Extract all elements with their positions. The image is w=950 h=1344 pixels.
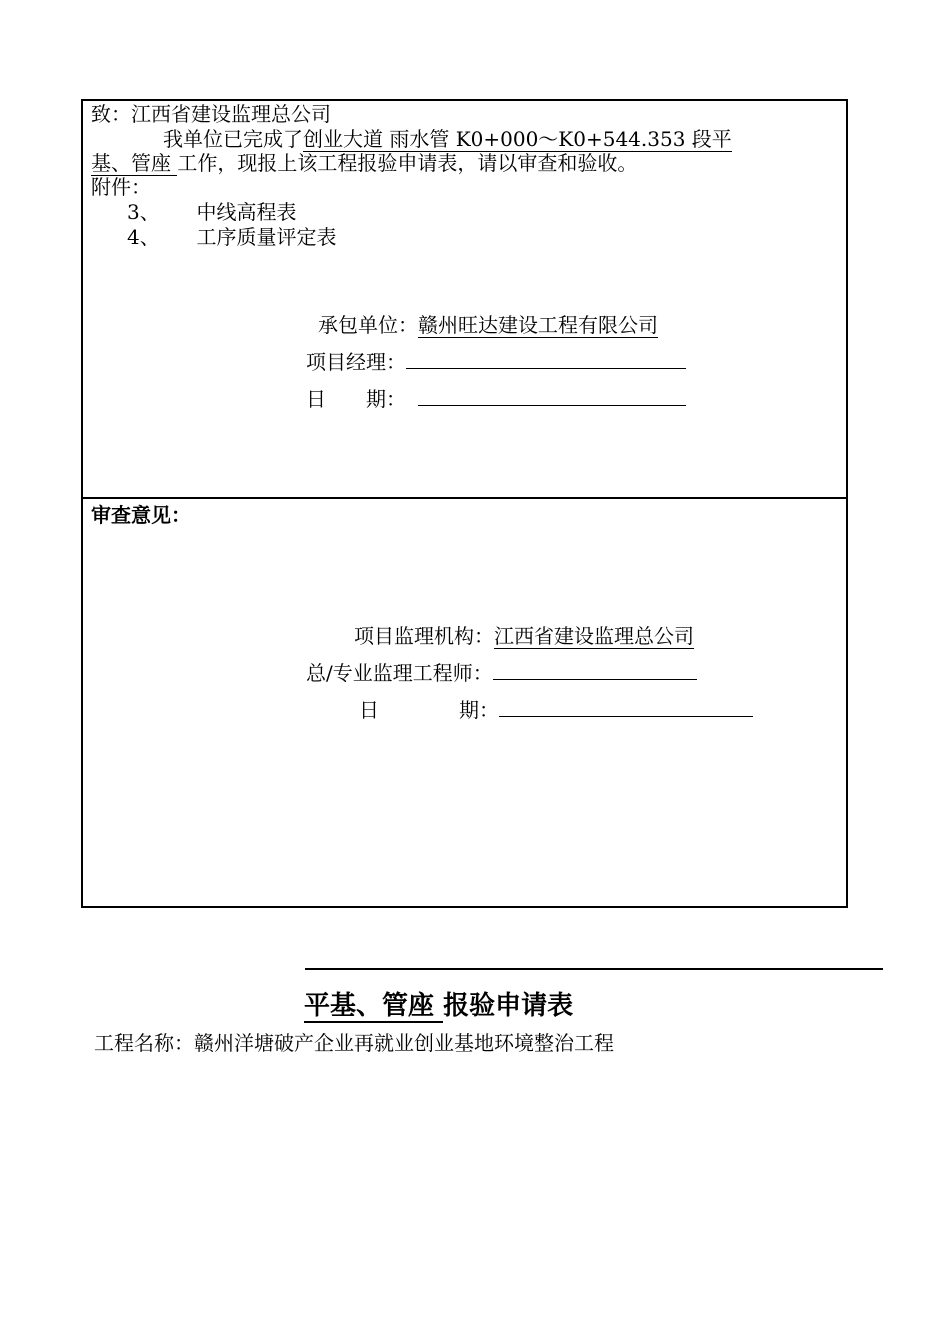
review-date-line — [359, 698, 753, 722]
completed-work-type: 基、管座 — [91, 151, 178, 175]
form-title — [304, 990, 573, 1022]
submission-date-label: 日 期： — [306, 387, 406, 411]
attachment-text: 工序质量评定表 — [196, 225, 337, 249]
attachment-item — [127, 225, 336, 249]
submission-date-line — [306, 387, 686, 411]
engineer-line — [306, 661, 697, 685]
contractor-label: 承包单位： — [318, 313, 418, 337]
completed-item: 创业大道 雨水管 K0+000～K0+544.353 段平 — [303, 127, 732, 151]
engineer-signature-blank[interactable] — [493, 661, 697, 680]
contractor-line — [318, 313, 658, 337]
form-title-underlined: 平基、管座 — [304, 991, 444, 1021]
manager-label: 项目经理： — [306, 350, 406, 374]
submission-date-blank[interactable] — [418, 387, 686, 406]
attachment-text: 中线高程表 — [196, 200, 297, 224]
attachments-label: 附件： — [91, 175, 151, 199]
form-title-rest: 报验申请表 — [443, 991, 574, 1021]
completion-line-1 — [163, 127, 732, 151]
completion-line-2 — [91, 151, 637, 175]
review-date-blank[interactable] — [499, 698, 753, 717]
agency-name: 江西省建设监理总公司 — [494, 624, 694, 648]
engineer-label: 总/专业监理工程师： — [306, 661, 493, 685]
completion-prefix: 我单位已完成了 — [163, 127, 303, 151]
completion-suffix: 工作，现报上该工程报验申请表，请以审查和验收。 — [177, 151, 638, 175]
agency-line — [354, 624, 694, 648]
header-rule — [305, 968, 883, 970]
manager-line — [306, 350, 686, 374]
review-title: 审查意见： — [91, 503, 191, 527]
attachment-item — [127, 200, 296, 224]
attachment-number: 4、 — [127, 225, 160, 249]
project-name: 赣州洋塘破产企业再就业创业基地环境整治工程 — [194, 1031, 614, 1055]
agency-label: 项目监理机构： — [354, 624, 494, 648]
review-date-label: 日 期： — [359, 698, 499, 722]
attachment-number: 3、 — [127, 200, 160, 224]
contractor-name: 赣州旺达建设工程有限公司 — [418, 313, 658, 337]
project-label: 工程名称： — [94, 1031, 194, 1055]
manager-signature-blank[interactable] — [406, 350, 686, 369]
addressee: 致：江西省建设监理总公司 — [91, 102, 331, 126]
project-line — [94, 1031, 614, 1055]
